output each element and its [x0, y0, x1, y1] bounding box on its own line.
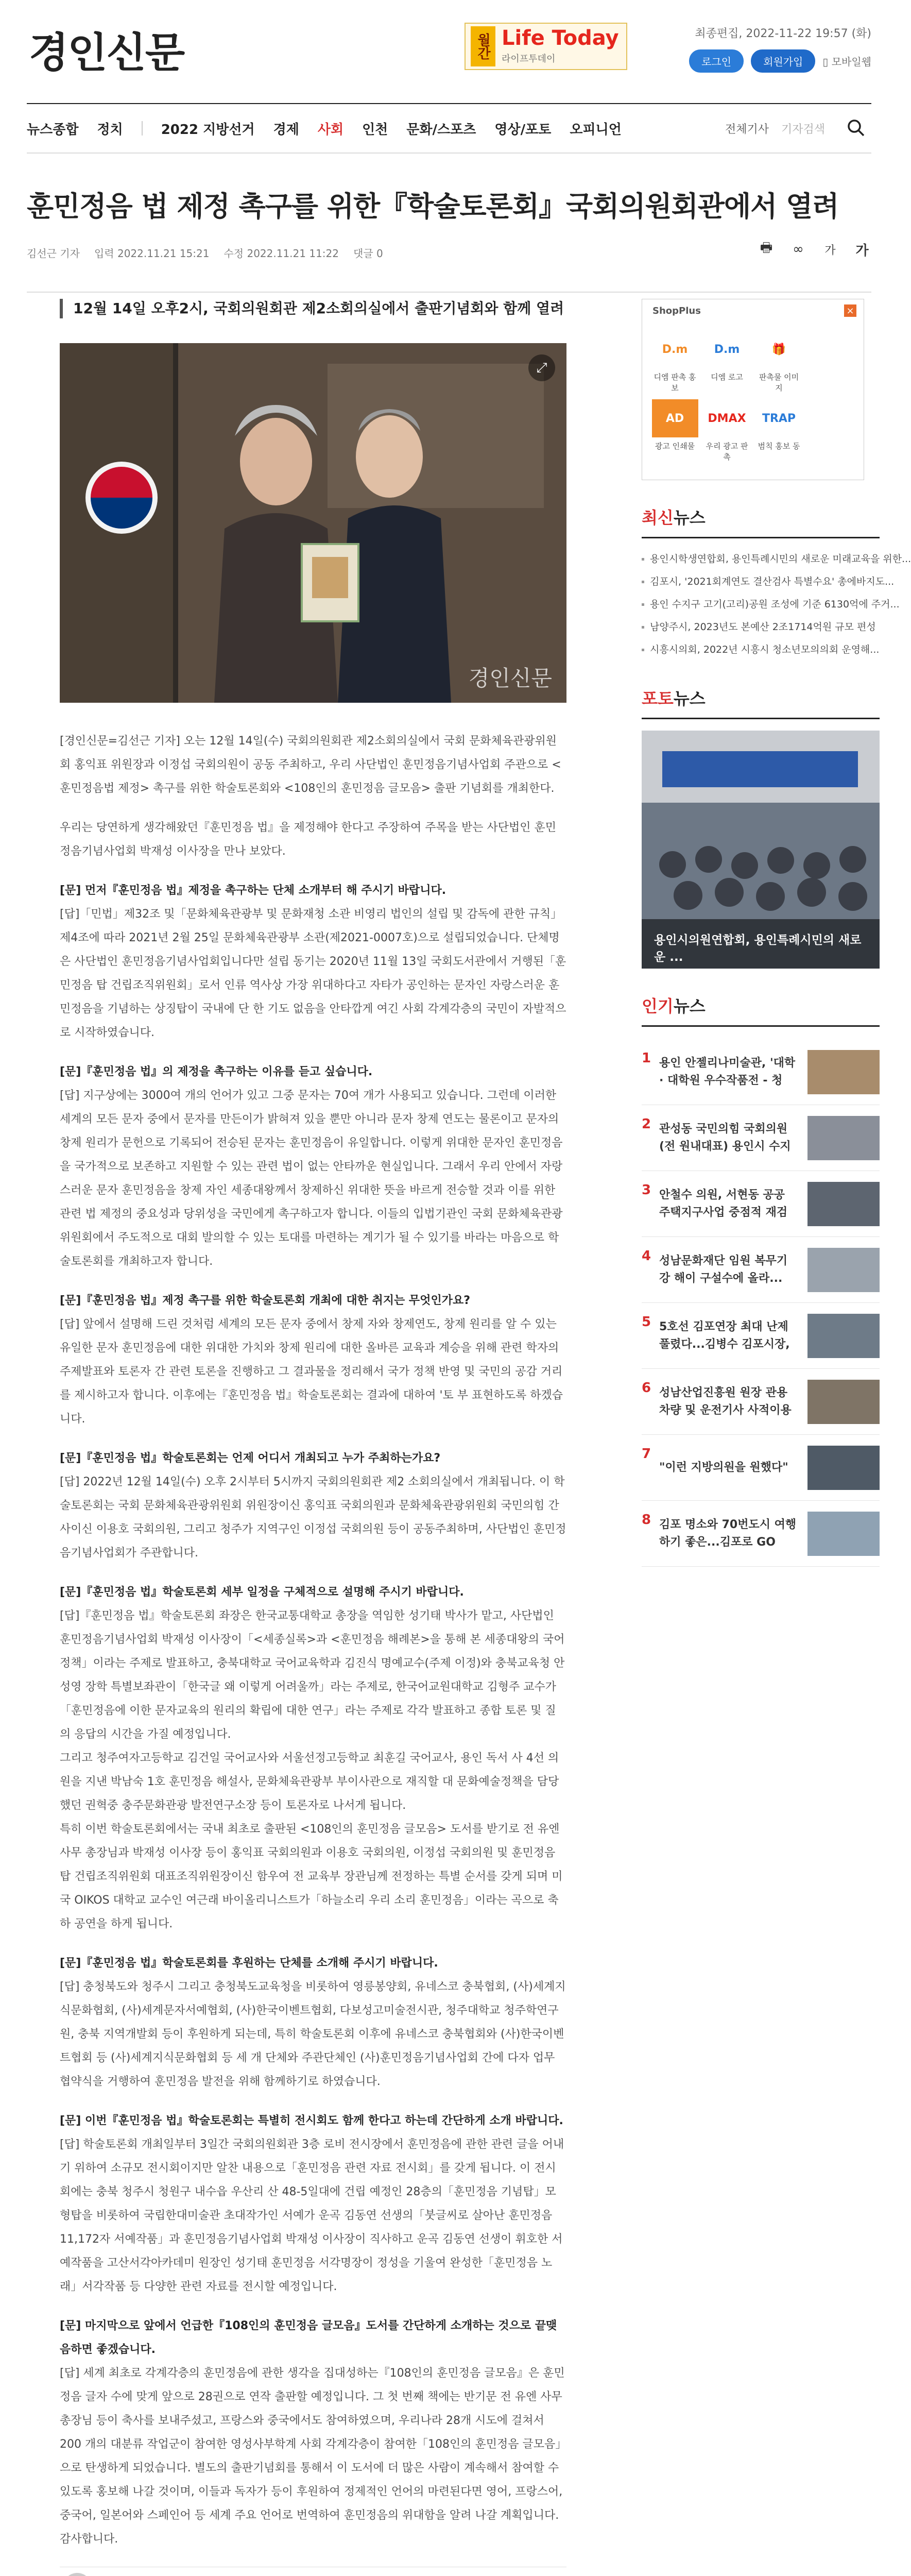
popular-news-title[interactable] [642, 993, 880, 1027]
search-icon[interactable] [846, 117, 866, 138]
close-icon[interactable]: × [844, 304, 856, 317]
shop-item-label: 광고 인쇄물 [655, 442, 695, 451]
popular-thumbnail [807, 1050, 880, 1094]
nav-item-photo[interactable]: 영상/포토 [494, 122, 552, 138]
popular-thumbnail [807, 1182, 880, 1226]
shop-item[interactable] [755, 399, 802, 462]
question: [문]『훈민정음 법』의 제정을 촉구하는 이유를 듣고 싶습니다. [60, 1065, 373, 1078]
shop-item-icon: DMAX [708, 412, 746, 425]
answer: [답]「민법」제32조 및「문화체육관광부 및 문화재청 소관 비영리 법인의 설립 및 감독에 관한 규칙」제4조에 따라 2021년 2월 25일 문화체육관광부 소관(제2021-0007호)으로 설립되었습니다. 단체명은 사단법인 훈민정음기념사업회입니다만 설립 동기는 2020년 11월 13일 국회도서관에서 거행된「훈민정음 탑 건립조직위원회」로서 인류 역사상 가장 위대하다고 자타가 공인하는 문자인 자랑스러운 훈민정음을 기념하는 상징탑이 국내에 단 한 기도 없음을 안타깝게 여긴 사회 각계각층의 국민이 자발적으로 시작하였습니다. [60, 908, 566, 1039]
popular-item[interactable] [642, 1435, 880, 1501]
answer: [답]『훈민정음 법』학술토론회 좌장은 한국교통대학교 총장을 역임한 성기태 박사가 맡고, 사단법인 훈민정음기념사업회 박재성 이사장이「<세종실록>과 <훈민정음 해례본>을 통해 본 세종대왕의 국어정책」이라는 주제로 발표하고, 충북대학교 국어교육학과 김진식 명예교수(주제 이정)와 충북교육청 안성영 장학 특별보좌관이「한국글 왜 이렇게 어려울까」라는 주제로, 한국어교원대학교 김형주 교수가「훈민정음에 이한 문자교육의 원리의 확립에 대한 연구」라는 주제로 각각 발표하고 종합 토론 및 질의 응답의 시간을 가질 예정입니다. [60, 1609, 565, 1741]
paragraph: 우리는 당연하게 생각해왔던『훈민정음 법』을 제정해야 한다고 주장하여 주목을 받는 사단법인 훈민정음기념사업회 박재성 이사장을 만나 보았다. [60, 821, 557, 858]
sidebar [642, 299, 911, 1567]
photo-news-card[interactable] [642, 731, 880, 969]
popular-thumbnail [807, 1314, 880, 1358]
rank-number: 5 [642, 1314, 651, 1330]
popular-item[interactable] [642, 1369, 880, 1435]
account-buttons [689, 49, 871, 73]
banner-title: Life Today [502, 26, 619, 50]
answer: [답] 세계 최초로 각계각층의 훈민정음에 관한 생각을 집대성하는『108인의 훈민정음 글모음』은 훈민정음 글자 수에 맞게 앞으로 28권으로 연작 출판할 예정입니다. 그 첫 번째 책에는 반기문 전 유엔 사무 총장님 등이 축사를 보내주셨고, 프랑스와 중국에서도 참여하였으며, 우리나라 28개 시도에 걸쳐서 200 개의 대분류 작업군이 참여한 영성사부학계 사회 각계각층이 참여한「108인의 훈민정음 글모음」으로 탄생하게 되었습니다. 별도의 출판기념회를 통해서 이 도서에 더 많은 사람이 계속해서 참여할 수 있도록 홍보해 나갈 것이며, 이들과 독자가 등이 후원하여 정제적인 언어의 마련된다면 영어, 프랑스어, 중국어, 일본어와 스페인어 등 세계 주요 언어로 번역하여 훈민정음의 위대함을 알려 나갈 계획입니다. 감사합니다. [60, 2367, 565, 2546]
paragraph: [경인신문=김선근 기자] 오는 12월 14일(수) 국회의원회관 제2소회의실에서 국회 문화체육관광위원회 홍익표 위원장과 이정섭 국회의원이 공동 주최하고, 우리 사단법인 훈민정음기념사업회 주관으로 <훈민정음법 제정> 촉구를 위한 학술토론회와 <108인의 훈민정음 글모음> 출판 기념회를 개최한다. [60, 735, 561, 795]
latest-news-title[interactable] [642, 505, 880, 538]
rank-number: 6 [642, 1380, 651, 1396]
shop-grid [651, 330, 854, 462]
shop-item-label: 우리 광고 판촉 [706, 442, 748, 462]
rank-number: 4 [642, 1248, 651, 1264]
list-item[interactable]: 용인시학생연합회, 용인특례시민의 새로운 미래교육을 위한... [642, 548, 880, 570]
question: [문]『훈민정음 법』학술토론회는 언제 어디서 개최되고 누가 주최하는가요? [60, 1452, 441, 1465]
shop-item-icon: TRAP [762, 412, 796, 425]
article-header [27, 154, 871, 293]
popular-item-title: 성남문화재단 임원 복무기강 해이 구설수에 올라... [659, 1254, 788, 1285]
rank-number: 3 [642, 1182, 651, 1198]
article-meta [27, 245, 383, 260]
site-logo[interactable]: 경인신문 [29, 28, 184, 77]
photo-title-rest: 뉴스 [673, 689, 706, 708]
shop-item[interactable] [755, 330, 802, 393]
reporter-name[interactable]: 김선근 기자 [27, 247, 80, 260]
shop-item-icon: D.m [714, 343, 740, 356]
nav-item-economy[interactable]: 경제 [273, 122, 299, 138]
shop-item-label: 판촉물 이미지 [759, 372, 799, 393]
answer: [답] 앞에서 설명해 드린 것처럼 세계의 모든 문자 중에서 창제 자와 창제연도, 창제 원리를 알 수 있는 유일한 문자 훈민정음에 대한 위대한 가치와 창제 원리에 대한 올바른 교육과 계승을 위해 관련 학자의 주제발표와 토론자 간 관련 토론을 진행하고 그 결과물을 정리해서 국가 정책 반영 및 국민의 공감 거리를 제시하고자 합니다. 이후에는『훈민정음 법』학술토론회는 결과에 대하여 '토 부 표현하도록 하겠습니다. [60, 1318, 563, 1426]
question: [문] 마지막으로 앞에서 언급한『108인의 훈민정음 글모음』도서를 간단하게 소개하는 것으로 끝맺음하면 좋겠습니다. [60, 2319, 557, 2356]
popular-item[interactable] [642, 1105, 880, 1171]
shop-item-empty [807, 399, 854, 462]
list-item[interactable]: 남양주시, 2023년도 본예산 2조1714억원 규모 편성 [642, 616, 880, 638]
shop-plus-label: ShopPlus [652, 306, 701, 316]
published-date: 입력 2022.11.21 15:21 [94, 247, 210, 260]
article-photo[interactable] [60, 343, 566, 703]
popular-thumbnail [807, 1512, 880, 1556]
reporter-byline [60, 2567, 566, 2576]
popular-news-list [642, 1039, 880, 1567]
shop-item-empty [807, 330, 854, 393]
shop-item-label: 범칙 홍보 동 [758, 442, 800, 451]
rank-number: 2 [642, 1116, 651, 1132]
latest-news-list [642, 548, 911, 661]
nav-right-links [725, 121, 825, 137]
answer-continued: 특히 이번 학술토론회에서는 국내 최초로 출판된 <108인의 훈민정음 글모음> 도서를 받기로 전 유엔 사무 총장님과 박재성 이사장 등이 홍익표 국회의원과 이용호 국회의원, 이정섭 국회의원 및 훈민정음 탑 건립조직위원회 대표조직위원장이신 함우여 전 교육부 장관님께 전정하는 특별 순서를 갖게 되며 미국 OIKOS 대학교 교수인 여근래 바이올리니스트가「하늘소리 우리 소리 훈민정음」이라는 곡으로 축하 공연을 하게 됩니다. [60, 1823, 563, 1930]
mobile-web-link[interactable] [822, 54, 871, 69]
comment-count[interactable]: 댓글 0 [353, 247, 383, 260]
list-item[interactable]: 시흥시의회, 2022년 시흥시 청소년모의의회 운영해... [642, 638, 880, 661]
popular-item-title: "이런 지방의원을 원했다" [659, 1461, 788, 1474]
shop-item-icon: AD [652, 399, 698, 437]
all-articles-link[interactable]: 전체기사 [725, 123, 769, 136]
nav-item-election[interactable]: 2022 지방선거 [161, 122, 255, 138]
popular-title-accent: 인기 [642, 996, 674, 1016]
shop-item[interactable] [651, 399, 698, 462]
shop-item-label: 디엠 로고 [711, 372, 743, 382]
photo-title-accent: 포토 [642, 689, 674, 708]
answer-continued: 그리고 청주여자고등학교 김건일 국어교사와 서울선정고등학교 최훈길 국어교사, 용인 독서 사 4선 의원을 지낸 박남숙 1호 훈민정음 해설사, 문화체육관광부 부이사관으로 재직할 대 문화예술정책을 담당했던 권혁중 충주문화관광 발전연구소장 등이 토론자로 나서게 됩니다. [60, 1752, 559, 1812]
photo-illustration [60, 343, 566, 703]
answer: [답] 지구상에는 3000여 개의 언어가 있고 그중 문자는 70여 개가 사용되고 있습니다. 그런데 이러한 세계의 모든 문자 중에서 문자를 만든이가 밝혀져 있을 뿐만 아니라 문자 창제 연도는 물론이고 문자의 창제 원리가 문헌으로 기록되어 전승된 문자는 훈민정음이 유일합니다. 이렇게 위대한 문자인 훈민정음을 국가적으로 보존하고 지원할 수 있는 관련 법이 없는 안타까운 현실입니다. 그래서 우리 안에서 자랑스러운 문자 훈민정음을 창제 자인 세종대왕께서 창제하신 위대한 뜻을 바르게 전승할 것과 이를 위한 관련 법 제정의 중요성과 당위성을 국민에게 촉구하고자 합니다. 이들의 입법기관인 국회 문화체육관광위원회에서 주도적으로 대회 발의할 수 있는 토대를 마련하는 계기가 될 수 있기를 바라는 마음으로 학술토론회를 개최하고자 합니다. [60, 1089, 563, 1268]
shop-plus-ad[interactable] [642, 299, 864, 480]
gift-icon: 🎁 [771, 343, 786, 356]
popular-item-title: 5호선 김포연장 최대 난제 풀렸다...김병수 김포시장, [659, 1320, 790, 1351]
shop-item[interactable] [651, 330, 698, 393]
rank-number: 8 [642, 1512, 651, 1528]
answer: [답] 2022년 12월 14일(수) 오후 2시부터 5시까지 국회의원회관 제2 소회의실에서 개최됩니다. 이 학술토론회는 국회 문화체육관광위원회 위원장이신 홍익표 국회의원과 문화체육관광위원회 국민의힘 간사이신 이용호 국회의원, 그리고 청주가 지역구인 이정섭 국회의원 등이 공동주최하며, 사단법인 훈민정음기념사업회가 주관합니다. [60, 1476, 566, 1560]
nav-item-society[interactable]: 사회 [317, 122, 344, 138]
question: [문]『훈민정음 법』제정 촉구를 위한 학술토론회 개최에 대한 취지는 무엇인가요? [60, 1294, 470, 1307]
shop-item-icon: D.m [662, 343, 688, 356]
photo-news-caption: 용인시의원연합회, 용인특례시민의 새로운 ... [642, 919, 880, 969]
main-nav [27, 103, 871, 154]
article-body-column [60, 299, 566, 2576]
print-icon[interactable]: 🖶 [760, 240, 773, 256]
popular-thumbnail [807, 1446, 880, 1490]
popular-item-title: 안철수 의원, 서현동 공공 주택지구사업 중점적 재검 [659, 1188, 788, 1219]
popular-item-title: 관성동 국민의힘 국회의원 (전 원내대표) 용인시 수지 [659, 1122, 791, 1153]
shop-item-label: 디엠 판촉 홍보 [654, 372, 696, 393]
avatar [63, 2573, 92, 2576]
answer: [답] 충청북도와 청주시 그리고 충청북도교육청을 비롯하여 영릉봉양회, 유네스코 충북협회, (사)세계지식문화협회, (사)세계문자서예협회, (사)한국이벤트협회, 다보성고미술전시관, 청주대학교 청주학연구원, 충북 지역개발회 등이 후원하게 되는데, 특히 학술토론회 이후에 유네스코 충북협회와 (사)한국이벤트협회 등 (사)세계지식문화협회 등 세 개 단체와 주관단체인 (사)훈민정음기념사업회 간에 다자 업무 협약식을 거행하여 훈민정음 발전을 위해 함께하기로 하였습니다. [60, 1980, 566, 2088]
rank-number: 1 [642, 1050, 651, 1066]
popular-item[interactable] [642, 1501, 880, 1567]
nav-item-news[interactable]: 뉴스종합 [27, 122, 79, 138]
shop-item[interactable] [703, 330, 750, 393]
life-today-banner[interactable] [465, 23, 627, 70]
mobile-icon: ▯ [822, 56, 829, 68]
mobile-label: 모바일웹 [831, 56, 871, 68]
nav-item-politics[interactable]: 정치 [97, 122, 123, 138]
article-text [60, 730, 566, 2551]
popular-thumbnail [807, 1248, 880, 1292]
popular-item[interactable] [642, 1237, 880, 1303]
popular-item-title: 성남산업진흥원 원장 관용 차량 및 운전기사 사적이용 [659, 1386, 792, 1417]
photo-watermark: 경인신문 [468, 666, 552, 691]
nav-item-opinion[interactable]: 오피니언 [570, 122, 622, 138]
login-button[interactable]: 로그인 [689, 49, 744, 73]
banner-subtitle: 라이프투데이 [502, 54, 556, 64]
reporter-search-link[interactable]: 기자검색 [781, 123, 825, 136]
question: [문]『훈민정음 법』학술토론회를 후원하는 단체를 소개해 주시기 바랍니다. [60, 1957, 438, 1970]
question: [문]『훈민정음 법』학술토론회 세부 일정을 구체적으로 설명해 주시기 바랍니다. [60, 1586, 464, 1599]
article-tools [757, 240, 871, 259]
font-increase-icon[interactable]: 가 [855, 243, 869, 259]
last-updated: 최종편집, 2022-11-22 19:57 (화) [695, 27, 871, 40]
nav-item-culture[interactable]: 문화/스포츠 [406, 122, 476, 138]
font-decrease-icon[interactable]: 가 [824, 244, 836, 257]
join-button[interactable]: 회원가입 [751, 49, 815, 73]
popular-item[interactable] [642, 1039, 880, 1105]
site-header [27, 0, 871, 103]
question: [문] 이번『훈민정음 법』학술토론회는 특별히 전시회도 함께 한다고 하는데 간단하게 소개 바랍니다. [60, 2114, 563, 2127]
link-icon[interactable]: ∞ [793, 242, 804, 257]
popular-item-title: 김포 명소와 70번도시 여행하기 좋은...김포로 GO [659, 1518, 797, 1549]
shop-item[interactable] [703, 399, 750, 462]
list-item[interactable]: 김포시, '2021회계연도 결산검사 특별수요' 총에바지도... [642, 570, 880, 593]
answer: [답] 학술토론회 개최일부터 3일간 국회의원회관 3층 로비 전시장에서 훈민정음에 관한 관련 글을 어내기 위하여 소규모 전시회이지만 알찬 내용으로「훈민정음 관련 자료 전시회」를 갖게 됩니다. 이 전시회에는 충북 청주시 청원구 내수읍 우산리 산 48-5일대에 건립 예정인 28층의「훈민정음 기념탑」모형탑을 비롯하여 국립한대미술관 초대작가인 서예가 운곡 김동연 선생의「붓글씨로 살아난 훈민정음 11,172자 서예작품」과 훈민정음기념사업회 박재성 이사장이 직사하고 운곡 김동연 선생이 휘호한 서예작품을 고산서각아카데미 원장인 성기태 훈민정음 서각명장이 정성을 기울여 완성한「훈민정음 노래」서각작품 등 다양한 관련 자료를 전시할 예정입니다. [60, 2138, 564, 2293]
latest-title-rest: 뉴스 [673, 508, 706, 528]
modified-date: 수정 2022.11.21 11:22 [224, 247, 339, 260]
expand-icon[interactable]: ⤢ [528, 354, 555, 381]
popular-item[interactable] [642, 1171, 880, 1237]
nav-item-incheon[interactable]: 인천 [362, 122, 388, 138]
popular-item-title: 용인 안젤리나미술관, '대학 · 대학원 우수작품전 - 청 [659, 1056, 796, 1087]
popular-thumbnail [807, 1116, 880, 1160]
popular-thumbnail [807, 1380, 880, 1424]
article-subheading: 12월 14일 오후2시, 국회의원회관 제2소회의실에서 출판기념회와 함께 열려 [60, 299, 566, 318]
article-title: 훈민정음 법 제정 촉구를 위한『학술토론회』국회의원회관에서 열려 [27, 190, 839, 223]
nav-divider [142, 121, 143, 135]
question: [문] 먼저『훈민정음 법』제정을 촉구하는 단체 소개부터 해 주시기 바랍니다. [60, 884, 446, 897]
banner-tag: 월간 [471, 26, 495, 66]
rank-number: 7 [642, 1446, 651, 1462]
list-item[interactable]: 용인 수지구 고기(고리)공원 조성에 기준 6130억에 주거... [642, 593, 880, 616]
latest-title-accent: 최신 [642, 508, 674, 528]
popular-title-rest: 뉴스 [673, 996, 706, 1016]
popular-item[interactable] [642, 1303, 880, 1369]
photo-news-title[interactable] [642, 686, 880, 719]
